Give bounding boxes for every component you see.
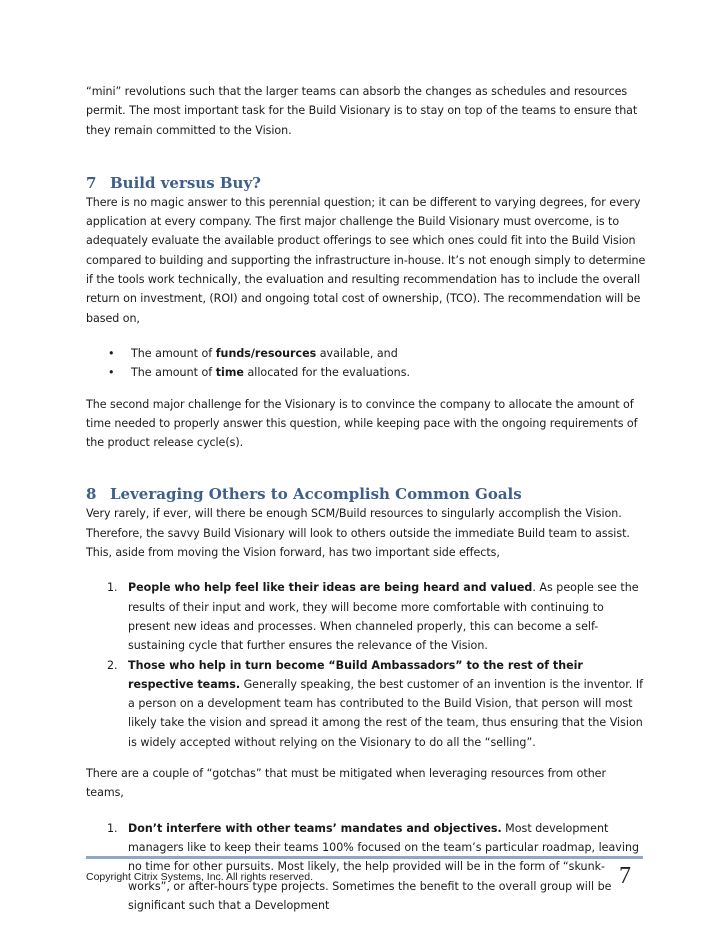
bullet-icon: • [108, 366, 115, 380]
section-7-bullet-list [86, 344, 646, 383]
bullet-icon: • [108, 346, 115, 360]
section-7-paragraph-1: There is no magic answer to this perennial question; it can be different to varying degrees, for every application at every company. The first major challenge the Build Visionary must overcome, is to adequately evaluate the available product offerings to see which ones could fit into the Build Vision compared to building and supporting the infrastructure in-house. It’s not enough simply to determine if the tools work technically, the evaluation and resulting recommendation has to include the overall return on investment, (ROI) and ongoing total cost of ownership, (TCO). The recommendation will be based on, [86, 195, 646, 325]
section-8-title: Leveraging Others to Accomplish Common Goals [110, 485, 522, 504]
bullet-item: • The amount of time allocated for the evaluations. [86, 363, 646, 382]
gotchas-numbered-list [86, 819, 646, 915]
bullet-item: • The amount of funds/resources available, and [86, 344, 646, 363]
section-8-paragraph-2: There are a couple of “gotchas” that must be mitigated when leveraging resources from other teams, [86, 767, 606, 800]
footer-copyright: Copyright Citrix Systems, Inc. All rights reserved. [86, 871, 313, 883]
document-page [86, 82, 646, 927]
numbered-item: 1. Don’t interfere with other teams’ mandates and objectives. Most development managers like to keep their teams 100% focused on the team’s particular roadmap, leaving no time for other pursuits. Most likely, the help provided will be in the form of “skunk-works”, or after-hours type projects. Sometimes the benefit to the overall group will be significant such that a Development [107, 821, 640, 912]
numbered-item: 2. Those who help in turn become “Build Ambassadors” to the rest of their respective teams. Generally speaking, the best customer of an invention is the inventor. If a person on a development team has contributed to the Build Vision, that person will most likely take the vision and spread it among the rest of the team, thus ensuring that the Vision is widely accepted without relying on the Visionary to do all the “selling”. [107, 658, 644, 749]
section-7-paragraph-2: The second major challenge for the Visionary is to convince the company to allocate the amount of time needed to properly answer this question, while keeping pace with the ongoing requirements of the product release cycle(s). [86, 397, 638, 450]
footer-rule [86, 856, 643, 859]
page-number: 7 [619, 863, 631, 889]
section-8-heading [86, 484, 646, 504]
section-8-paragraph-1: Very rarely, if ever, will there be enough SCM/Build resources to singularly accomplish the Vision. Therefore, the savvy Build Visionary will look to others outside the immediate Build team to assist. This, aside from moving the Vision forward, has two important side effects, [86, 507, 630, 560]
intro-paragraph: “mini” revolutions such that the larger teams can absorb the changes as schedules and resources permit. The most important task for the Build Visionary is to stay on top of the teams to ensure that they remain committed to the Vision. [86, 85, 638, 137]
section-7-number: 7 [86, 173, 97, 192]
section-8-numbered-list [86, 578, 646, 752]
section-8-number: 8 [86, 485, 97, 504]
section-7-title: Build versus Buy? [110, 173, 261, 192]
section-7-heading [86, 173, 646, 193]
numbered-item: 1. People who help feel like their ideas are being heard and valued. As people see the results of their input and work, they will become more comfortable with continuing to present new ideas and processes. When channeled properly, this can become a self-sustaining cycle that further ensures the relevance of the Vision. [107, 581, 639, 653]
